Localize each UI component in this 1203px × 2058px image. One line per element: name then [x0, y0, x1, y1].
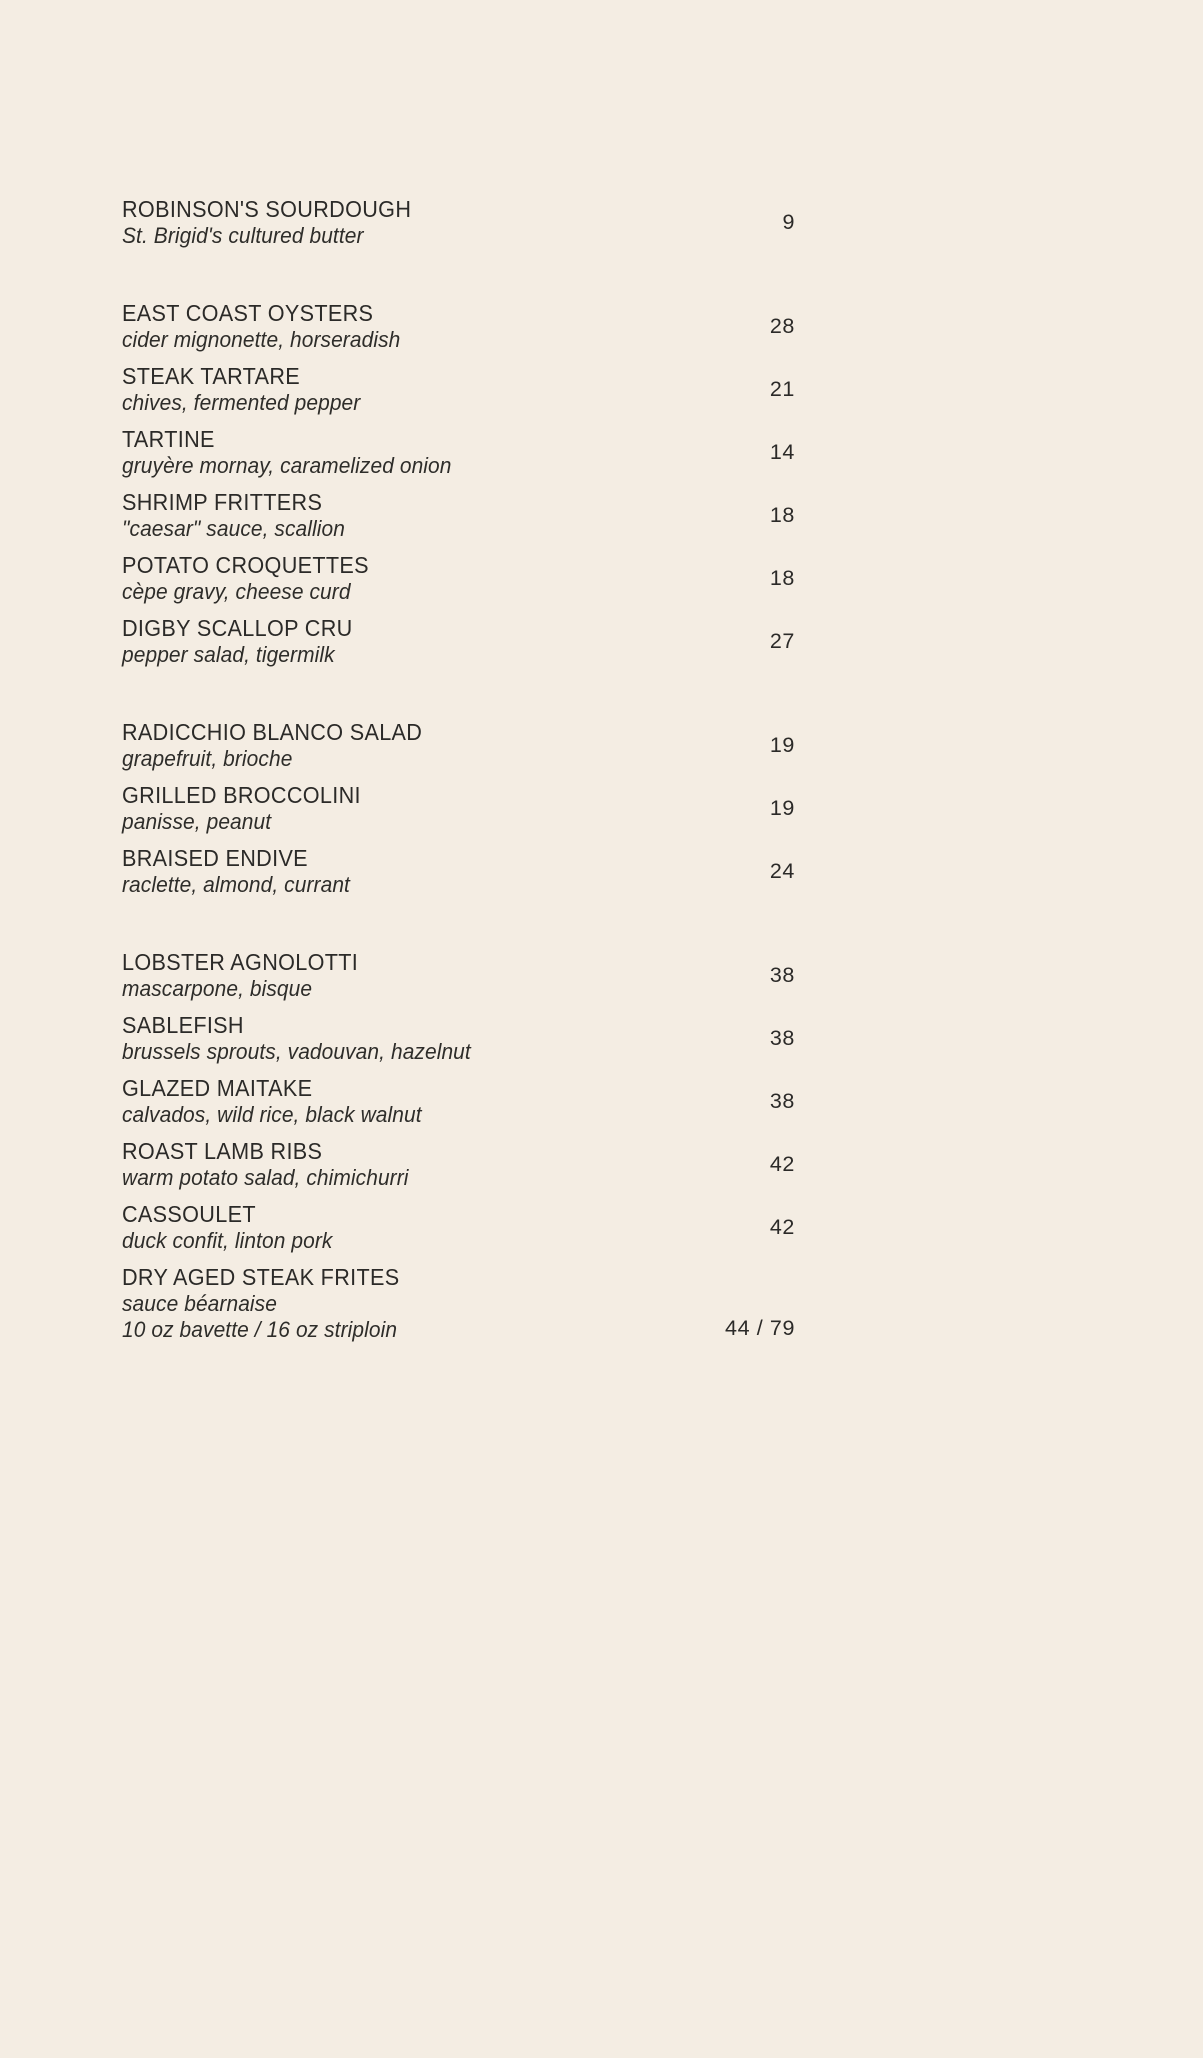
menu-item: [122, 196, 795, 248]
menu-item-name: POTATO CROQUETTES: [122, 552, 369, 578]
menu-item-name: ROBINSON'S SOURDOUGH: [122, 196, 412, 222]
menu-item-description: St. Brigid's cultured butter: [122, 223, 364, 248]
menu-item-price: 9: [782, 210, 795, 234]
menu-item: [122, 489, 795, 541]
menu-item: [122, 1075, 795, 1127]
menu-item: [122, 300, 795, 352]
menu-item-price: 19: [769, 796, 795, 820]
menu-item-description: pepper salad, tigermilk: [122, 642, 335, 667]
menu-item-price: 44 / 79: [725, 1316, 795, 1340]
menu-item-name: SHRIMP FRITTERS: [122, 489, 323, 515]
menu-item-price: 38: [769, 1089, 795, 1113]
menu-item: [122, 1138, 795, 1190]
menu-item-description: gruyère mornay, caramelized onion: [122, 453, 452, 478]
menu-item-description: panisse, peanut: [122, 809, 272, 834]
menu-item-description: sauce béarnaise: [122, 1291, 277, 1316]
menu-section-bread: [122, 196, 795, 248]
menu-item: [122, 552, 795, 604]
menu-item-name: GLAZED MAITAKE: [122, 1075, 313, 1101]
menu-item-description: calvados, wild rice, black walnut: [122, 1102, 422, 1127]
menu-item-price: 21: [769, 377, 795, 401]
menu-item-description: cider mignonette, horseradish: [122, 327, 401, 352]
menu-item: [122, 426, 795, 478]
menu-item-name: GRILLED BROCCOLINI: [122, 782, 361, 808]
menu-item-description-secondary: 10 oz bavette / 16 oz striploin: [122, 1317, 398, 1342]
menu-item-price: 28: [769, 314, 795, 338]
menu-item-description: chives, fermented pepper: [122, 390, 361, 415]
menu-item-description: duck confit, linton pork: [122, 1228, 333, 1253]
menu-item-name: EAST COAST OYSTERS: [122, 300, 374, 326]
menu-item-price: 27: [769, 629, 795, 653]
menu-section-vegetables: [122, 719, 795, 897]
menu-item-name: ROAST LAMB RIBS: [122, 1138, 323, 1164]
menu-item-name: DIGBY SCALLOP CRU: [122, 615, 353, 641]
menu-section-mains: [122, 949, 795, 1342]
menu-item: [122, 782, 795, 834]
menu-item: [122, 949, 795, 1001]
menu-item-price: 38: [769, 1026, 795, 1050]
menu-item-price: 24: [769, 859, 795, 883]
menu-item-description: "caesar" sauce, scallion: [122, 516, 345, 541]
menu-item-price: 14: [769, 440, 795, 464]
menu-item-name: CASSOULET: [122, 1201, 256, 1227]
menu-item: [122, 1012, 795, 1064]
menu-item-description: cèpe gravy, cheese curd: [122, 579, 351, 604]
menu-item-description: warm potato salad, chimichurri: [122, 1165, 409, 1190]
menu-item: [122, 1264, 795, 1342]
menu-item-description: brussels sprouts, vadouvan, hazelnut: [122, 1039, 471, 1064]
menu-item-name: SABLEFISH: [122, 1012, 244, 1038]
menu-item-name: RADICCHIO BLANCO SALAD: [122, 719, 423, 745]
menu-item: [122, 1201, 795, 1253]
menu-item: [122, 845, 795, 897]
menu-item-price: 18: [769, 503, 795, 527]
menu-item-name: BRAISED ENDIVE: [122, 845, 308, 871]
menu-item-description: grapefruit, brioche: [122, 746, 293, 771]
menu-item-name: DRY AGED STEAK FRITES: [122, 1264, 400, 1290]
menu-item-description: raclette, almond, currant: [122, 872, 350, 897]
menu-item-name: TARTINE: [122, 426, 215, 452]
menu-item-price: 38: [769, 963, 795, 987]
menu-item-price: 19: [769, 733, 795, 757]
menu-section-starters: [122, 300, 795, 667]
menu-item-price: 18: [769, 566, 795, 590]
menu-item-description: mascarpone, bisque: [122, 976, 313, 1001]
menu-item-price: 42: [769, 1215, 795, 1239]
menu-item: [122, 363, 795, 415]
menu-item: [122, 719, 795, 771]
menu-item-name: LOBSTER AGNOLOTTI: [122, 949, 359, 975]
menu-item-name: STEAK TARTARE: [122, 363, 300, 389]
menu-item-price: 42: [769, 1152, 795, 1176]
menu-item: [122, 615, 795, 667]
